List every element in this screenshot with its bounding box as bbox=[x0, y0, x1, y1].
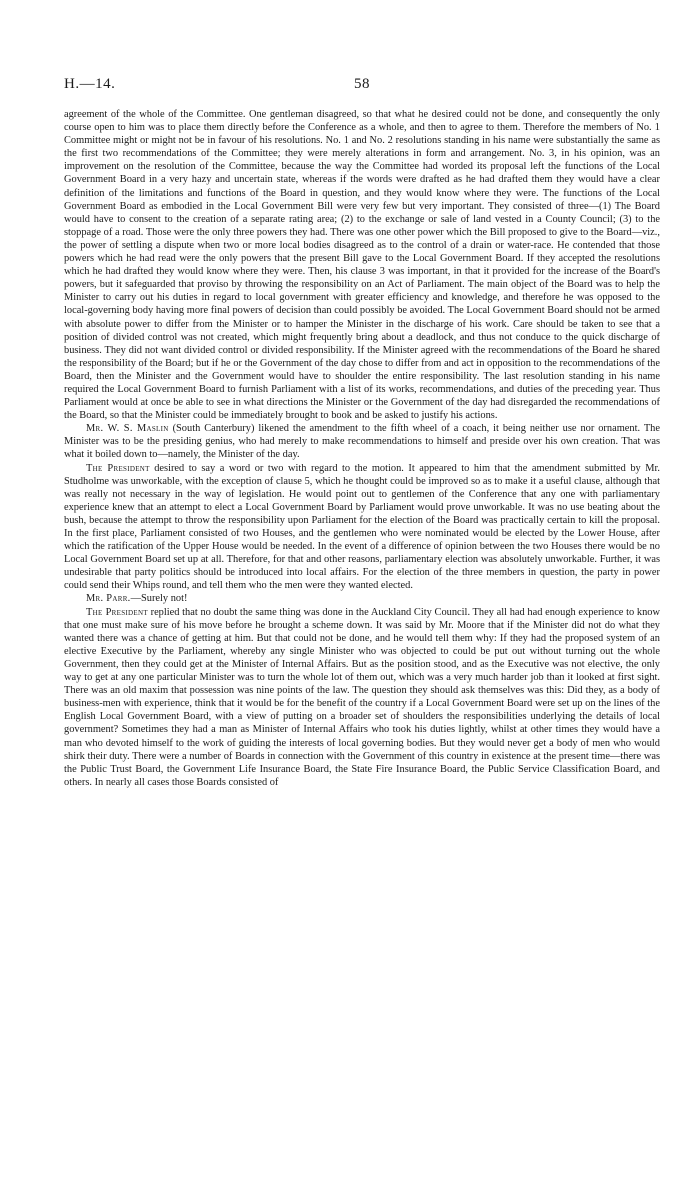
speaker-name: The President bbox=[86, 462, 150, 474]
body-text bbox=[64, 108, 660, 789]
paragraph-3 bbox=[64, 462, 660, 593]
paragraph-5 bbox=[64, 606, 660, 789]
speaker-name: Mr. Parr. bbox=[86, 593, 131, 605]
paragraph-text: replied that no doubt the same thing was done in the Auckland City Council. They all had had enough experience to know that one must make sure of his move before he brought a scheme down. It was said by Mr. Moore that if the Minister did not do what they wanted there was a chance of getting at him. But that could not be done, and he would tell them why: If they had the proposed system of an elective Executive by the Parliament, whereby any single Minister who was objected to could be put out without turning out the whole Government, then they could get at the Minister of Internal Affairs. But as the position stood, and as the Executive was not elective, the only way to get at any one particular Minister was to turn the whole lot of them out, which was a very much harder job than it looked at first sight. There was an old maxim that possession was nine points of the law. The question they should ask themselves was this: Did they, as a body of business-men with experience, think that it would be for the benefit of the country if a Local Government Board were set up on the lines of the English Local Government Board, with a view of putting on a broader set of shoulders the responsibilities underlying the details of local government? Sometimes they had a man as Minister of Internal Affairs who took his duties lightly, whilst at other times they would have a man who devoted himself to the work of guiding the interests of local governing bodies. But they would never get a body of men who would shirk their duty. There were a number of Boards in connection with the Government of this country in existence at the present time—there was the Public Trust Board, the Government Life Insurance Board, the State Fire Insurance Board, the Public Service Classification Board, and others. In nearly all cases those Boards consisted of bbox=[64, 606, 660, 788]
paragraph-text: —Surely not! bbox=[130, 593, 188, 605]
paragraph-text: agreement of the whole of the Committee. One gentleman disagreed, so that what he desired could not be done, and consequently the only course open to him was to place them directly before the Conference as a whole, and then to agree to them. Therefore the members of No. 1 Committee might or might not be in favour of his resolutions. No. 1 and No. 2 resolutions standing in his name were substantially the same as the first two recommendations of the Committee; they were merely alterations in form and arrangement. No. 3, in his opinion, was an improvement on the resolution of the Committee, because the way the Committee had worded its proposal left the functions of the Local Government Board in a very hazy and uncertain state, whereas if the words were drafted as he had drafted them they would have a clear definition of the limitations and functions of the Board in question, and they would know where they were. The functions of the Local Government Board as embodied in the Local Government Bill were very few but very important. They consisted of three—(1) The Board would have to consent to the creation of a separate rating area; (2) to the exchange or sale of land vested in a County Council; (3) to the stoppage of a road. Those were the only three powers they had. There was one other power which the Bill proposed to give to the Board—viz., the power of settling a dispute when two or more local bodies disagreed as to the control of a drain or water-race. He contended that those powers which he had read were the only powers that the present Bill gave to the Local Government Board. If they accepted the resolutions which he had drafted they would know where they were. Then, his clause 3 was important, in that it provided for the increase of the Board's powers, but it safeguarded that proviso by throwing the responsibility on an Act of Parliament. The main object of the Board was to help the Minister to carry out his duties in regard to local government with greater efficiency and knowledge, and therefore he was opposed to the local-governing body having more final powers of decision than could possibly be avoided. The Local Government Board should not be armed with absolute power to differ from the Minister or to hamper the Minister in the discharge of his work. Care should be taken to see that a position of divided control was not created, which might frequently bring about a deadlock, and thus not conduce to the quick discharge of business. They did not want divided control or divided responsibility. If the Minister agreed with the recommendations of the Board he shared the responsibility of the Board; but if he or the Government of the day chose to differ from and act in opposition to the recommendations of the Board, then the Minister and the Government would have to shoulder the entire responsibility. The last resolution standing in his name required the Local Government Board to furnish Parliament with a list of its works, recommendations, and duties of the preceding year. Thus Parliament would at once be able to see in what directions the Minister or the Government of the day had disregarded the recommendations of the Board, so that the Minister could be immediately brought to book and be asked to justify his actions. bbox=[64, 109, 660, 422]
page-header bbox=[64, 76, 660, 96]
speaker-name: Mr. W. S. Maslin bbox=[86, 423, 169, 435]
paragraph-4 bbox=[64, 592, 660, 605]
document-reference: H.—14. bbox=[64, 76, 116, 92]
page-number: 58 bbox=[354, 76, 370, 92]
paragraph-2 bbox=[64, 422, 660, 461]
speaker-name: The President bbox=[86, 606, 148, 618]
paragraph-text: desired to say a word or two with regard to the motion. It appeared to him that the amendment submitted by Mr. Studholme was unworkable, with the exception of clause 5, which he thought could be improved so as to make it a useful clause, although that was really not necessary in the way of legislation. He would point out to gentlemen of the Conference that any one with parliamentary experience knew that an attempt to elect a Local Government Board by Parliament would prove unworkable. It was no use beating about the bush, because the attempt to throw the responsibility upon Parliament for the election of the Board was practically certain to kill the proposal. In the first place, Parliament consisted of two Houses, and the gentlemen who were nominated would be elected by the Lower House, after which the ratification of the Upper House would be needed. In the event of a difference of opinion between the two Houses there would be no Local Government Board set up at all. Therefore, for that and other reasons, parliamentary election was absolutely unworkable. Further, it was undesirable that party politics should be introduced into local affairs. For the election of the three members in question, the party in power could send their Whips round, and tell them who the men were they wanted elected. bbox=[64, 462, 660, 592]
paragraph-text: (South Canterbury) likened the amendment to the fifth wheel of a coach, it being neither use nor ornament. The Minister was to be the presiding genius, who had merely to make recommendations to himself and preside over his own creation. That was what it boiled down to—namely, the Minister of the day. bbox=[64, 423, 660, 461]
paragraph-1 bbox=[64, 108, 660, 422]
